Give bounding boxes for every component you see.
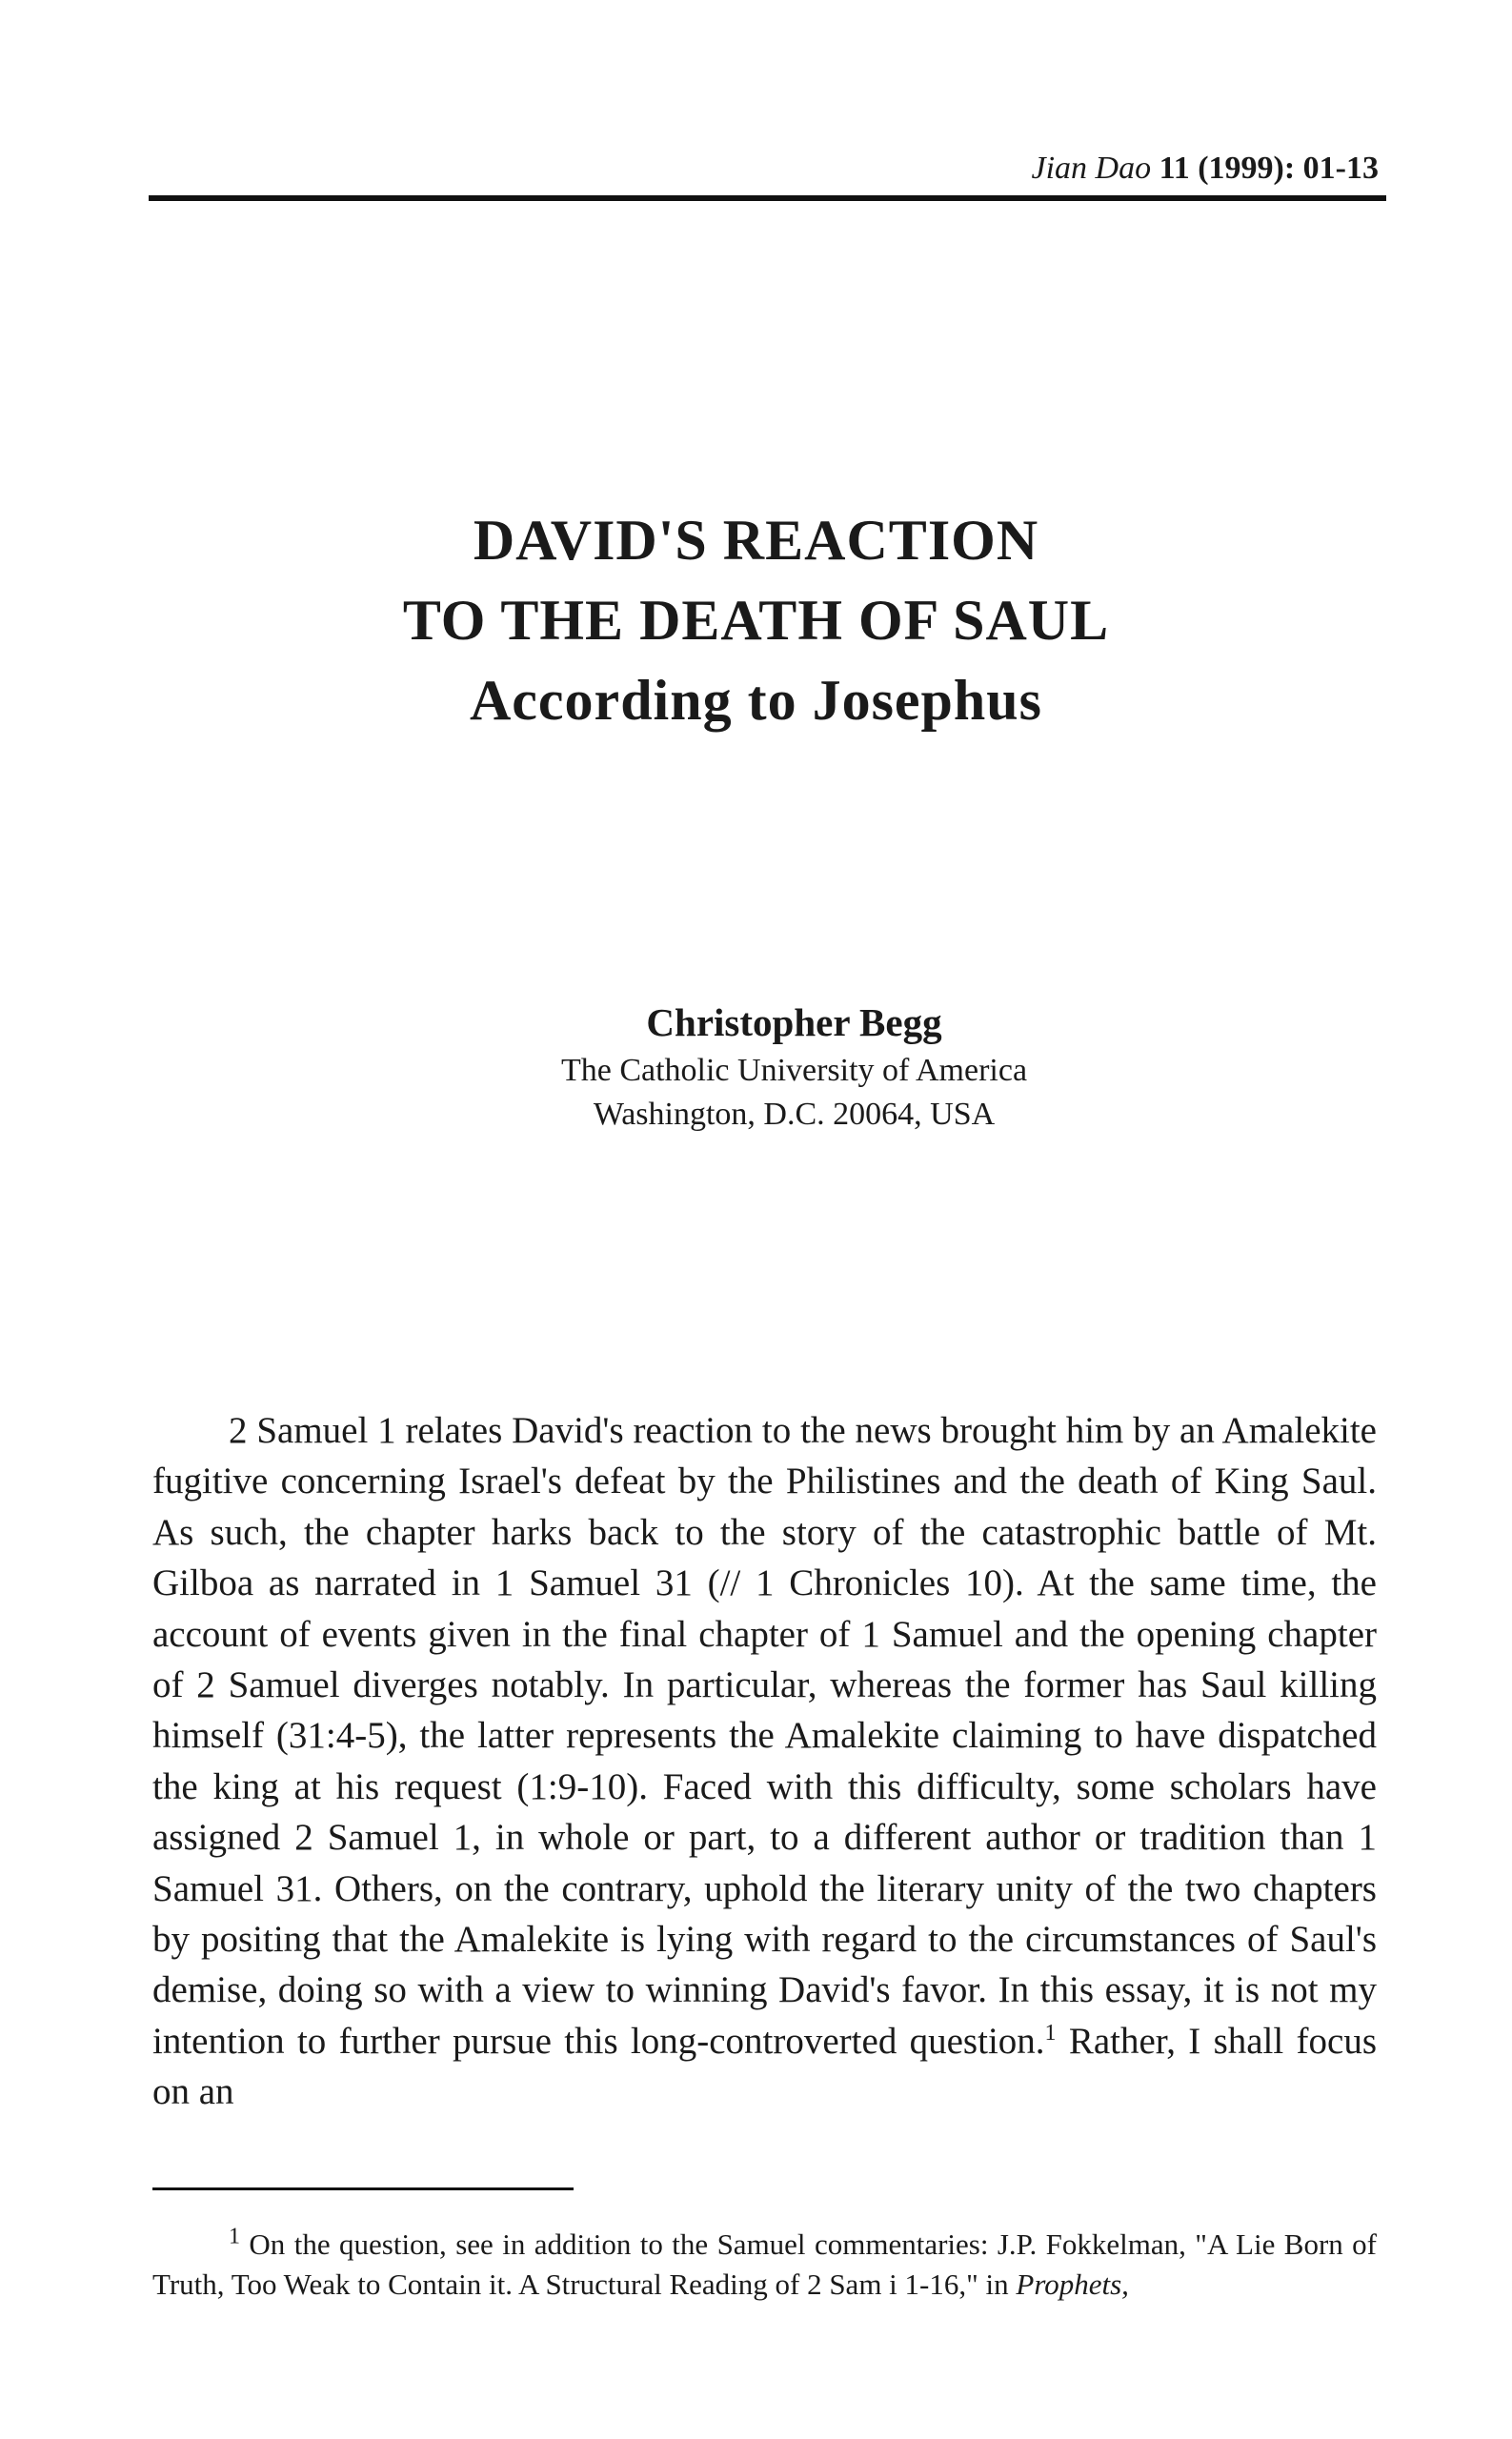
volume-pages: 11 (1999): 01-13 [1159,151,1379,186]
author-name: Christopher Begg [646,1000,942,1044]
footnote-reference: 1 [1044,2020,1057,2046]
title-line-3: According to Josephus [469,669,1043,732]
footnote-text: On the question, see in addition to the Samuel commentaries: J.P. Fokkelman, "A Lie Born of Truth, Too Weak to Contain it. A Structural Reading of 2 Sam i 1-16," in [152,2227,1377,2301]
footnote [152,2225,1377,2305]
author-address: Washington, D.C. 20064, USA [593,1097,996,1132]
title-line-1: DAVID'S REACTION [473,509,1039,572]
running-head [1031,151,1379,187]
footnote-rule [152,2187,574,2190]
header-rule [149,195,1386,201]
body-paragraph [152,1405,1377,2118]
author-block [0,996,1512,1137]
footnote-italic-title: Prophets, [1016,2268,1129,2301]
body-text-main: 2 Samuel 1 relates David's reaction to the news brought him by an Amalekite fugitive concerning Israel's defeat by the Philistines and the death of King Saul. As such, the chapter harks back to the story of the catastrophic battle of Mt. Gilboa as narrated in 1 Samuel 31 (// 1 Chronicles 10). At the same time, the account of events given in the final chapter of 1 Samuel and the opening chapter of 2 Samuel diverges notably. In particular, whereas the former has Saul killing himself (31:4-5), the latter represents the Amalekite claiming to have dispatched the king at his request (1:9-10). Faced with this difficulty, some scholars have assigned 2 Samuel 1, in whole or part, to a different author or tradition than 1 Samuel 31. Others, on the contrary, uphold the literary unity of the two chapters by positing that the Amalekite is lying with regard to the circumstances of Saul's demise, doing so with a view to winning David's favor. In this essay, it is not my intention to further pursue this long-controverted question. [152,1410,1377,2062]
footnote-number: 1 [229,2224,240,2249]
journal-name: Jian Dao [1031,151,1152,186]
body-text-tail: Rather, I shall focus on an [152,2020,1377,2113]
title-line-2: TO THE DEATH OF SAUL [402,589,1110,652]
article-title [0,500,1512,740]
author-affiliation: The Catholic University of America [560,1053,1028,1088]
